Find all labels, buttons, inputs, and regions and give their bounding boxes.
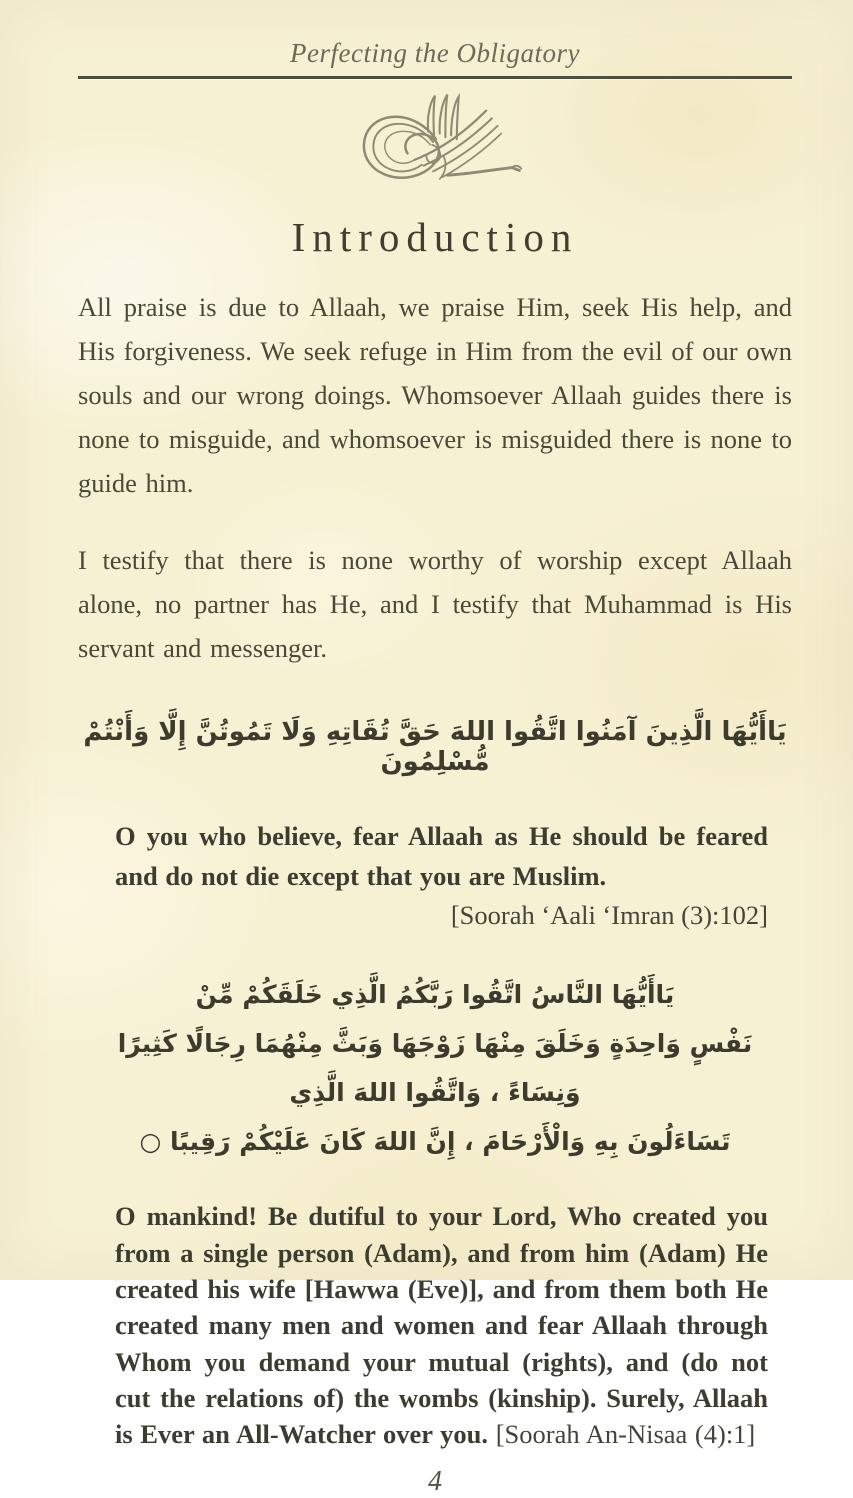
citation-3-102: [Soorah ‘Aali ‘Imran (3):102] [450,900,768,931]
page-number: 4 [428,1466,442,1498]
arabic-verse-4-1-line1: يَاأَيُّهَا النَّاسُ اتَّقُوا رَبَّكُمُ الَّذِي خَلَقَكُمْ مِّنْ [195,980,675,1010]
arabic-verse-4-1 [78,971,792,1166]
citation-4-1: [Soorah An-Nisaa (4):1] [495,1419,756,1450]
bismillah-calligraphy-icon [78,89,792,197]
paragraph-testimony: I testify that there is none worthy of worship except Allaah alone, no partner has He, and I testify that Muhammad is His servant and messenger. [78,544,792,663]
header-rule [78,76,792,79]
page-title: Introduction [291,214,579,260]
translation-4-1-text: O mankind! Be dutiful to your Lord, Who created you from a single person (Adam), and from him (Adam) He created his wife [Hawwa (Eve)], and from them both He created many men and women and fear Allaah through Whom you demand your mutual (rights), and (do not cut the relations of) the wombs (kinship). Surely, Allaah is Ever an All-Watcher over you. [115,1201,768,1450]
paragraph-praise: All praise is due to Allaah, we praise Him, seek His help, and His forgiveness. We seek refuge in Him from the evil of our own souls and our wrong doings. Whomsoever Allaah guides there is none to misguide, and whomsoever is misguided there is none to guide him. [78,292,792,498]
arabic-verse-3-102: يَاأَيُّهَا الَّذِينَ آمَنُوا اتَّقُوا اللهَ حَقَّ تُقَاتِهِ وَلَا تَمُوتُنَّ إِلَّا وَأَنْتُمْ مُّسْلِمُونَ [83,716,787,777]
translation-3-102: O you who believe, fear Allaah as He should be feared and do not die except that you are Muslim. [115,820,768,891]
translation-4-1 [115,1198,768,1452]
arabic-verse-4-1-line2: نَفْسٍ وَاحِدَةٍ وَخَلَقَ مِنْهَا زَوْجَهَا وَبَثَّ مِنْهُمَا رِجَالًا كَثِيرًا وَنِسَاءً ، وَاتَّقُوا اللهَ الَّذِي [117,1029,753,1107]
arabic-verse-4-1-line3: تَسَاءَلُونَ بِهِ وَالْأَرْحَامَ ، إِنَّ اللهَ كَانَ عَلَيْكُمْ رَقِيبًا ○ [139,1126,731,1156]
running-title: Perfecting the Obligatory [290,38,580,68]
